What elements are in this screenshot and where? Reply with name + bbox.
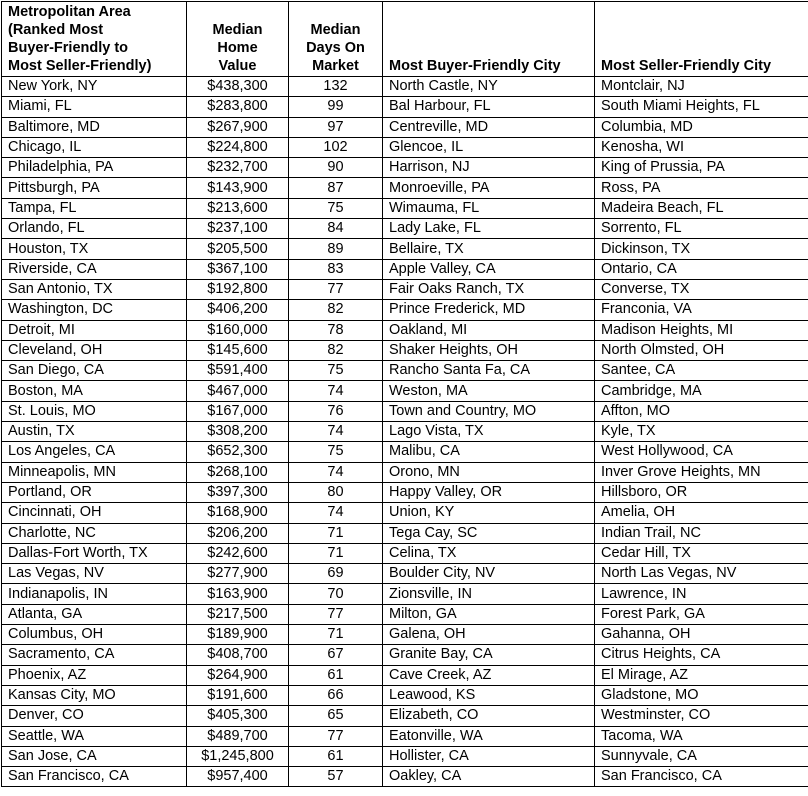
metro-area-cell: Tampa, FL (2, 198, 187, 218)
median-days-cell: 75 (289, 198, 383, 218)
metro-area-cell: Los Angeles, CA (2, 442, 187, 462)
table-row (2, 117, 808, 137)
buyer-friendly-city-cell: Fair Oaks Ranch, TX (383, 279, 595, 299)
metro-area-cell: Orlando, FL (2, 219, 187, 239)
median-home-value-cell: $438,300 (187, 77, 289, 97)
buyer-friendly-city-cell: Shaker Heights, OH (383, 340, 595, 360)
median-days-cell: 57 (289, 767, 383, 787)
median-days-cell: 89 (289, 239, 383, 259)
header-line: Days On (289, 39, 382, 57)
table-row (2, 746, 808, 766)
metro-area-cell: Minneapolis, MN (2, 462, 187, 482)
header-line: Home (187, 39, 288, 57)
table-row (2, 665, 808, 685)
seller-friendly-city-cell: Lawrence, IN (595, 584, 808, 604)
buyer-friendly-city-cell: Weston, MA (383, 381, 595, 401)
buyer-friendly-city-cell: Monroeville, PA (383, 178, 595, 198)
median-days-cell: 74 (289, 422, 383, 442)
buyer-friendly-city-cell: Cave Creek, AZ (383, 665, 595, 685)
median-home-value-cell: $1,245,800 (187, 746, 289, 766)
buyer-friendly-city-cell: Union, KY (383, 503, 595, 523)
metro-area-cell: Baltimore, MD (2, 117, 187, 137)
median-days-cell: 67 (289, 645, 383, 665)
metro-area-cell: Pittsburgh, PA (2, 178, 187, 198)
metro-area-cell: Indianapolis, IN (2, 584, 187, 604)
table-row (2, 340, 808, 360)
buyer-friendly-city-cell: Centreville, MD (383, 117, 595, 137)
median-home-value-cell: $397,300 (187, 482, 289, 502)
median-days-cell: 75 (289, 361, 383, 381)
metro-area-cell: Chicago, IL (2, 137, 187, 157)
table-row (2, 401, 808, 421)
table-row (2, 137, 808, 157)
median-home-value-cell: $163,900 (187, 584, 289, 604)
table-row (2, 482, 808, 502)
buyer-friendly-city-cell: Harrison, NJ (383, 158, 595, 178)
median-days-cell: 74 (289, 503, 383, 523)
buyer-friendly-city-cell: Prince Frederick, MD (383, 300, 595, 320)
median-days-cell: 74 (289, 462, 383, 482)
metro-area-cell: Houston, TX (2, 239, 187, 259)
metro-area-cell: Cincinnati, OH (2, 503, 187, 523)
buyer-friendly-city-cell: Celina, TX (383, 543, 595, 563)
median-days-cell: 82 (289, 340, 383, 360)
median-days-cell: 102 (289, 137, 383, 157)
buyer-friendly-city-cell: Granite Bay, CA (383, 645, 595, 665)
seller-friendly-city-cell: Sunnyvale, CA (595, 746, 808, 766)
metro-area-cell: Columbus, OH (2, 625, 187, 645)
median-home-value-cell: $168,900 (187, 503, 289, 523)
seller-friendly-city-cell: Forest Park, GA (595, 604, 808, 624)
median-home-value-cell: $308,200 (187, 422, 289, 442)
median-home-value-cell: $264,900 (187, 665, 289, 685)
buyer-friendly-city-cell: Hollister, CA (383, 746, 595, 766)
metro-area-cell: Miami, FL (2, 97, 187, 117)
buyer-friendly-city-cell: Eatonville, WA (383, 726, 595, 746)
seller-friendly-city-cell: Ross, PA (595, 178, 808, 198)
header-line: Median (289, 21, 382, 39)
header-line: Metropolitan Area (8, 3, 186, 21)
seller-friendly-city-cell: Westminster, CO (595, 706, 808, 726)
metro-area-cell: Las Vegas, NV (2, 564, 187, 584)
median-days-cell: 71 (289, 625, 383, 645)
header-row (2, 2, 808, 77)
median-days-cell: 76 (289, 401, 383, 421)
seller-friendly-city-cell: Kenosha, WI (595, 137, 808, 157)
median-days-cell: 77 (289, 726, 383, 746)
median-days-cell: 66 (289, 685, 383, 705)
buyer-friendly-city-cell: Malibu, CA (383, 442, 595, 462)
table-row (2, 219, 808, 239)
metro-area-cell: San Jose, CA (2, 746, 187, 766)
table-row (2, 442, 808, 462)
buyer-friendly-city-cell: Rancho Santa Fa, CA (383, 361, 595, 381)
buyer-friendly-city-cell: Lago Vista, TX (383, 422, 595, 442)
table-header (2, 2, 808, 77)
median-days-cell: 78 (289, 320, 383, 340)
buyer-friendly-city-cell: Boulder City, NV (383, 564, 595, 584)
median-days-cell: 132 (289, 77, 383, 97)
table-row (2, 259, 808, 279)
metro-area-cell: Seattle, WA (2, 726, 187, 746)
median-home-value-cell: $268,100 (187, 462, 289, 482)
table-row (2, 462, 808, 482)
header-line: Value (187, 57, 288, 75)
buyer-friendly-city-cell: North Castle, NY (383, 77, 595, 97)
median-home-value-cell: $652,300 (187, 442, 289, 462)
header-most-seller-friendly-city: Most Seller-Friendly City (595, 2, 808, 77)
buyer-friendly-city-cell: Oakley, CA (383, 767, 595, 787)
median-home-value-cell: $489,700 (187, 726, 289, 746)
table-row (2, 564, 808, 584)
buyer-friendly-city-cell: Leawood, KS (383, 685, 595, 705)
seller-friendly-city-cell: Cedar Hill, TX (595, 543, 808, 563)
buyer-friendly-city-cell: Zionsville, IN (383, 584, 595, 604)
median-days-cell: 75 (289, 442, 383, 462)
table-row (2, 685, 808, 705)
table-row (2, 300, 808, 320)
median-home-value-cell: $406,200 (187, 300, 289, 320)
metro-area-cell: San Francisco, CA (2, 767, 187, 787)
median-days-cell: 61 (289, 746, 383, 766)
buyer-friendly-city-cell: Oakland, MI (383, 320, 595, 340)
median-home-value-cell: $405,300 (187, 706, 289, 726)
median-home-value-cell: $167,000 (187, 401, 289, 421)
median-days-cell: 99 (289, 97, 383, 117)
buyer-friendly-city-cell: Bal Harbour, FL (383, 97, 595, 117)
metro-area-cell: San Antonio, TX (2, 279, 187, 299)
buyer-friendly-city-cell: Tega Cay, SC (383, 523, 595, 543)
median-days-cell: 65 (289, 706, 383, 726)
metro-area-cell: Philadelphia, PA (2, 158, 187, 178)
seller-friendly-city-cell: Columbia, MD (595, 117, 808, 137)
metro-area-cell: Cleveland, OH (2, 340, 187, 360)
table-row (2, 239, 808, 259)
header-most-buyer-friendly-city: Most Buyer-Friendly City (383, 2, 595, 77)
seller-friendly-city-cell: Gladstone, MO (595, 685, 808, 705)
metro-housing-table (1, 1, 808, 787)
median-days-cell: 69 (289, 564, 383, 584)
median-home-value-cell: $160,000 (187, 320, 289, 340)
buyer-friendly-city-cell: Town and Country, MO (383, 401, 595, 421)
buyer-friendly-city-cell: Milton, GA (383, 604, 595, 624)
metro-area-cell: San Diego, CA (2, 361, 187, 381)
median-home-value-cell: $283,800 (187, 97, 289, 117)
median-days-cell: 80 (289, 482, 383, 502)
table-row (2, 604, 808, 624)
table-row (2, 361, 808, 381)
table-row (2, 320, 808, 340)
metro-area-cell: Austin, TX (2, 422, 187, 442)
median-home-value-cell: $242,600 (187, 543, 289, 563)
seller-friendly-city-cell: West Hollywood, CA (595, 442, 808, 462)
metro-area-cell: Riverside, CA (2, 259, 187, 279)
seller-friendly-city-cell: Santee, CA (595, 361, 808, 381)
seller-friendly-city-cell: North Olmsted, OH (595, 340, 808, 360)
median-home-value-cell: $591,400 (187, 361, 289, 381)
seller-friendly-city-cell: Inver Grove Heights, MN (595, 462, 808, 482)
table-row (2, 543, 808, 563)
seller-friendly-city-cell: North Las Vegas, NV (595, 564, 808, 584)
median-home-value-cell: $957,400 (187, 767, 289, 787)
median-home-value-cell: $189,900 (187, 625, 289, 645)
seller-friendly-city-cell: Kyle, TX (595, 422, 808, 442)
seller-friendly-city-cell: Sorrento, FL (595, 219, 808, 239)
median-home-value-cell: $277,900 (187, 564, 289, 584)
median-days-cell: 77 (289, 279, 383, 299)
table-row (2, 381, 808, 401)
seller-friendly-city-cell: San Francisco, CA (595, 767, 808, 787)
table-row (2, 625, 808, 645)
metro-area-cell: Portland, OR (2, 482, 187, 502)
median-home-value-cell: $267,900 (187, 117, 289, 137)
seller-friendly-city-cell: Madison Heights, MI (595, 320, 808, 340)
median-days-cell: 87 (289, 178, 383, 198)
table-row (2, 706, 808, 726)
median-home-value-cell: $224,800 (187, 137, 289, 157)
metro-area-cell: Sacramento, CA (2, 645, 187, 665)
seller-friendly-city-cell: Converse, TX (595, 279, 808, 299)
buyer-friendly-city-cell: Galena, OH (383, 625, 595, 645)
seller-friendly-city-cell: Tacoma, WA (595, 726, 808, 746)
median-days-cell: 71 (289, 543, 383, 563)
table-row (2, 523, 808, 543)
metro-area-cell: Boston, MA (2, 381, 187, 401)
median-home-value-cell: $217,500 (187, 604, 289, 624)
median-home-value-cell: $467,000 (187, 381, 289, 401)
median-home-value-cell: $206,200 (187, 523, 289, 543)
header-line: Buyer-Friendly to (8, 39, 186, 57)
median-home-value-cell: $237,100 (187, 219, 289, 239)
header-metropolitan-area (2, 2, 187, 77)
metro-area-cell: Dallas-Fort Worth, TX (2, 543, 187, 563)
seller-friendly-city-cell: Franconia, VA (595, 300, 808, 320)
metro-area-cell: Atlanta, GA (2, 604, 187, 624)
median-home-value-cell: $205,500 (187, 239, 289, 259)
table-row (2, 178, 808, 198)
metro-area-cell: St. Louis, MO (2, 401, 187, 421)
table-row (2, 279, 808, 299)
median-days-cell: 61 (289, 665, 383, 685)
table-row (2, 767, 808, 787)
seller-friendly-city-cell: Montclair, NJ (595, 77, 808, 97)
median-home-value-cell: $145,600 (187, 340, 289, 360)
buyer-friendly-city-cell: Elizabeth, CO (383, 706, 595, 726)
metro-area-cell: Washington, DC (2, 300, 187, 320)
seller-friendly-city-cell: King of Prussia, PA (595, 158, 808, 178)
header-line: Market (289, 57, 382, 75)
buyer-friendly-city-cell: Apple Valley, CA (383, 259, 595, 279)
median-days-cell: 90 (289, 158, 383, 178)
buyer-friendly-city-cell: Bellaire, TX (383, 239, 595, 259)
table-body (2, 77, 808, 787)
seller-friendly-city-cell: Gahanna, OH (595, 625, 808, 645)
table-row (2, 97, 808, 117)
seller-friendly-city-cell: Affton, MO (595, 401, 808, 421)
seller-friendly-city-cell: Madeira Beach, FL (595, 198, 808, 218)
header-line: Most Seller-Friendly) (8, 57, 186, 75)
median-days-cell: 77 (289, 604, 383, 624)
seller-friendly-city-cell: Cambridge, MA (595, 381, 808, 401)
metro-area-cell: Phoenix, AZ (2, 665, 187, 685)
median-home-value-cell: $143,900 (187, 178, 289, 198)
median-days-cell: 97 (289, 117, 383, 137)
buyer-friendly-city-cell: Happy Valley, OR (383, 482, 595, 502)
buyer-friendly-city-cell: Glencoe, IL (383, 137, 595, 157)
header-line: Median (187, 21, 288, 39)
seller-friendly-city-cell: Ontario, CA (595, 259, 808, 279)
median-days-cell: 82 (289, 300, 383, 320)
header-median-days-on-market (289, 2, 383, 77)
header-line: (Ranked Most (8, 21, 186, 39)
metro-area-cell: Detroit, MI (2, 320, 187, 340)
median-home-value-cell: $191,600 (187, 685, 289, 705)
median-days-cell: 83 (289, 259, 383, 279)
median-home-value-cell: $213,600 (187, 198, 289, 218)
seller-friendly-city-cell: Dickinson, TX (595, 239, 808, 259)
seller-friendly-city-cell: Hillsboro, OR (595, 482, 808, 502)
buyer-friendly-city-cell: Lady Lake, FL (383, 219, 595, 239)
median-home-value-cell: $408,700 (187, 645, 289, 665)
table-row (2, 503, 808, 523)
seller-friendly-city-cell: Indian Trail, NC (595, 523, 808, 543)
metro-area-cell: New York, NY (2, 77, 187, 97)
table-row (2, 158, 808, 178)
median-home-value-cell: $192,800 (187, 279, 289, 299)
seller-friendly-city-cell: Citrus Heights, CA (595, 645, 808, 665)
seller-friendly-city-cell: South Miami Heights, FL (595, 97, 808, 117)
metro-area-cell: Charlotte, NC (2, 523, 187, 543)
metro-area-cell: Kansas City, MO (2, 685, 187, 705)
seller-friendly-city-cell: Amelia, OH (595, 503, 808, 523)
table-row (2, 645, 808, 665)
buyer-friendly-city-cell: Wimauma, FL (383, 198, 595, 218)
median-days-cell: 84 (289, 219, 383, 239)
table-row (2, 726, 808, 746)
table-row (2, 198, 808, 218)
table-row (2, 77, 808, 97)
median-home-value-cell: $367,100 (187, 259, 289, 279)
header-median-home-value (187, 2, 289, 77)
median-days-cell: 74 (289, 381, 383, 401)
median-home-value-cell: $232,700 (187, 158, 289, 178)
table-row (2, 584, 808, 604)
median-days-cell: 71 (289, 523, 383, 543)
median-days-cell: 70 (289, 584, 383, 604)
buyer-friendly-city-cell: Orono, MN (383, 462, 595, 482)
metro-area-cell: Denver, CO (2, 706, 187, 726)
table-row (2, 422, 808, 442)
seller-friendly-city-cell: El Mirage, AZ (595, 665, 808, 685)
